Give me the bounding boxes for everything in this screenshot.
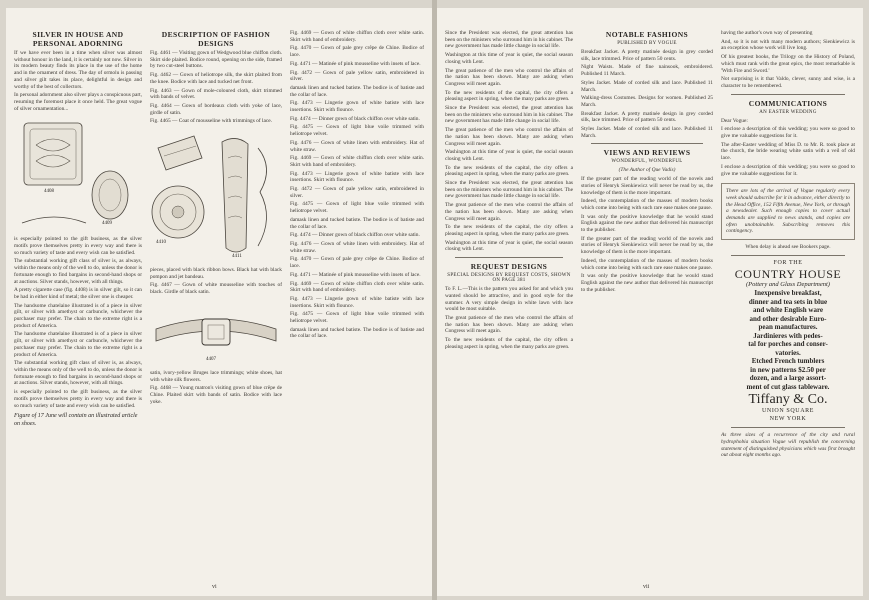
figure-4408-4409 <box>14 115 142 233</box>
ad-line-11: vatories. <box>775 348 801 357</box>
letter-para-2: The after-Easter wedding of Miss D. to Mr. R. took place at the church, the bride wearing white satin with a veil of old lace. <box>721 141 855 162</box>
subscription-footnote: When delay is ahead see Bookers page. <box>745 244 831 251</box>
subscription-notice <box>721 183 855 240</box>
rule-divider-4 <box>731 255 845 256</box>
fashion-cont-para-5: damask linen and tucked batiste. The bodice is of batiste and the collar of lace. <box>290 84 424 98</box>
figure-4410-4411 <box>150 128 282 264</box>
fashion-para-9: Fig. 4468 — Young matron's visiting gown of blue crêpe de Chine. Plaited skirt with bands of satin. Bodice with lace yoke. <box>150 385 282 405</box>
ad-line-9: Jardinieres with pedes- <box>753 331 823 340</box>
rule-divider <box>455 257 563 258</box>
letter-para-1: I enclose a description of this wedding; you were so good to give me valuable suggestions for it. <box>721 126 855 140</box>
right-page <box>437 8 863 596</box>
silver-para-6b: The handsome chatelaine illustrated is of a piece in silver gilt, or silver with amethyst or carbuncle, whichever the purchaser may prefer. The chain to the extreme right is a product of America. <box>14 331 142 358</box>
editorial-para-2: Washington at this time of year is quiet, the social season closing with Lent. <box>445 52 573 65</box>
left-page-number: vi <box>212 584 217 590</box>
review-para-6: It was only the positive knowledge that he would stand English against the new author that delivered his manuscript to the publisher. <box>581 273 713 293</box>
rule-divider-3 <box>731 94 845 95</box>
ad-line-5: dinner and tea sets in blue <box>748 297 828 306</box>
silver-para-1: If we have ever been in a time when silver was almost without honour in the land, it is certainly not now. Silver in its modern beauty finds its place in the use of the home and in the ornament of dress. The day of ormolu is passing and silver gilt takes its place, delightful in design and worthy of the best of collectors. <box>14 50 142 90</box>
fashion-cont-para-14: damask linen and tucked batiste. The bodice is of batiste and the collar of lace. <box>290 216 424 230</box>
silver-box-illustration <box>14 115 142 233</box>
review-cont-para-2: And, so it is not with many modern authors; Sienkiewicz is an exception whose work will live long. <box>721 38 855 52</box>
editorial-para-9: Since the President was elected, the great attention has been on the ministers who surround him in his cabinet. The new government has made little change in social life. <box>445 180 573 200</box>
review-para-2: Indeed, the contemplation of the masses of modern books which come into being with such rare ease makes one pause. <box>581 198 713 211</box>
fig-label-4409: 4409 <box>102 221 112 227</box>
fig-label-4408: 4408 <box>44 189 54 195</box>
fashion-cont-para-2: Fig. 4470 — Gown of pale grey crêpe de Chine. Bodice of lace. <box>290 45 424 59</box>
request-para-3: To the new residents of the capital, the city offers a pleasing aspect in spring, when the many parks are green. <box>445 337 573 350</box>
fashion-designs-heading: DESCRIPTION OF FASHION DESIGNS <box>161 30 271 48</box>
rule-divider-5 <box>731 427 845 428</box>
rule-divider-2 <box>591 143 703 144</box>
figure-4407 <box>150 299 282 367</box>
ad-address-2: NEW YORK <box>769 415 807 422</box>
silver-para-6: The handsome chatelaine illustrated is of a piece in silver gilt, or silver with amethyst or carbuncle, whichever the purchaser may prefer. The chain to the extreme right is a product of America. <box>14 302 142 329</box>
fashion-cont-para-9: Fig. 4476 — Gown of white linen with embroidery. Hat of white straw. <box>290 139 424 153</box>
ad-line-15: ment of cut glass tableware. <box>746 382 830 391</box>
republish-notice: As three sizes of a recurrence of the city and rural hydrophobia situation Vogue will republish the concerning statement of distinguished physicians which was first brought out about eight months ago. <box>721 432 855 459</box>
communications-heading: COMMUNICATIONS <box>748 98 828 108</box>
fashion-para-8: satin, ivory-yellow Bruges lace trimmings; white shoes, hat with white silk flowers. <box>150 369 282 383</box>
right-col-2 <box>581 30 713 293</box>
letter-salutation: Dear Vogue: <box>721 117 748 124</box>
editorial-para-6: The great patience of the men who control the affairs of the nation has been shown. Many are asking when Congress will meet again. <box>445 127 573 147</box>
notable-fashions-sub: PUBLISHED BY VOGUE <box>617 41 677 46</box>
fashion-para-4: Fig. 4464 — Gown of bordeaux cloth with yoke of lace, girdle of satin. <box>150 102 282 116</box>
tiffany-advertisement <box>721 260 855 424</box>
editorial-para-1: Since the President was elected, the great attention has been on the ministers who surround him in his cabinet. The new government has made little change in social life. <box>445 30 573 50</box>
fashion-cont-para-16: Fig. 4476 — Gown of white linen with embroidery. Hat of white straw. <box>290 240 424 254</box>
fashion-cont-para-13: Fig. 4475 — Gown of light blue voile trimmed with heliotrope velvet. <box>290 201 424 215</box>
fig-label-4410: 4410 <box>156 240 166 246</box>
fashion-cont-para-6: Fig. 4473 — Lingerie gown of white batiste with lace insertions. Skirt with flounce. <box>290 100 424 114</box>
editorial-para-12: Washington at this time of year is quiet, the social season closing with Lent. <box>445 239 573 253</box>
fashion-cont-para-15: Fig. 4474 — Dinner gown of black chiffon over white satin. <box>290 232 420 239</box>
fashion-cont-para-3: Fig. 4471 — Matinée of pink mousseline with insets of lace. <box>290 60 421 67</box>
fashion-para-3: Fig. 4463 — Gown of mole-coloured cloth, skirt trimmed with bands of velvet. <box>150 87 282 101</box>
fashion-cont-para-10: Fig. 4469 — Gown of white chiffon cloth over white satin. Skirt with band of embroidery. <box>290 155 424 168</box>
fashion-para-2: Fig. 4462 — Gown of heliotrope silk, the skirt plaited from the knee. Bodice with lace and tucked net front. <box>150 72 282 85</box>
fashion-cont-para-22: damask linen and tucked batiste. The bodice is of batiste and the collar of lace. <box>290 326 424 340</box>
fashion-para-5: Fig. 4465 — Coat of mousseline with trimmings of lace. <box>150 118 273 125</box>
right-page-number: vii <box>643 584 650 590</box>
ad-line-10: tal for porches and conser- <box>748 340 828 349</box>
silver-para-4: The substantial working gift class of silver is, as always, within the means only of the well to do, unless the donor is fortunate enough to find bargains in second-hand shops or at auctions. Silver stands, however, with all things. <box>14 258 142 285</box>
request-designs-subheading: SPECIAL DESIGNS BY REQUEST COSTS, SHOWN ON PAGE 381 <box>447 273 571 284</box>
editorial-para-3: The great patience of the men who control the affairs of the nation has been shown. Many are asking when Congress will meet again. <box>445 67 573 87</box>
notable-para-6: Styles Jacket. Made of corded silk and lace. Published 11 March. <box>581 126 713 139</box>
review-cont-para-3: Of his greatest books, the Trilogy on the History of Poland, which must rank with the great epics, the most remarkable is 'With Fire and Sword.' <box>721 54 855 74</box>
shoes-caption: Figure of 17 June will contain an illustrated article on shoes. <box>14 413 138 427</box>
notable-para-3: Styles Jacket. Made of corded silk and lace. Published 11 March. <box>581 79 713 93</box>
views-reviews-heading: VIEWS AND REVIEWS <box>603 148 691 158</box>
fashion-cont-para-12: Fig. 4472 — Gown of pale yellow satin, embroidered in silver. <box>290 186 424 199</box>
ad-address-1: UNION SQUARE <box>761 408 815 415</box>
notable-para-1: Breakfast Jacket. A pretty matinée design in grey corded silk, lace trimmed. Price of pattern 50 cents. <box>581 49 713 62</box>
request-para-1: To F. L.—This is the pattern you asked for and which you wanted should be attractive, and in good style for the summer. A very simple design in white lawn with lace would be most suitable. <box>445 286 573 313</box>
notable-para-4: Walking-dress Costumes. Designs for women. Published 25 March. <box>581 95 713 108</box>
editorial-para-7: Washington at this time of year is quiet, the social season closing with Lent. <box>445 149 573 162</box>
review-para-5: Indeed, the contemplation of the masses of modern books which come into being with such rare ease makes one pause. <box>581 257 713 271</box>
fashion-cont-para-4: Fig. 4472 — Gown of pale yellow satin, embroidered in silver. <box>290 69 424 83</box>
ad-line-2: COUNTRY HOUSE <box>734 267 842 282</box>
fashion-cont-para-11: Fig. 4473 — Lingerie gown of white batiste with lace insertions. Skirt with flounce. <box>290 170 424 184</box>
review-cont-para-4: Not surprising is it that Valdo, clever, sunny and wise, is a character to be remembered. <box>721 76 855 89</box>
review-para-4: If the greater part of the reading world of the novels and stories of Henryk Sienkiewicz will never be read by us, the knowledge of them is the more important. <box>581 235 713 256</box>
fashion-cont-para-21: Fig. 4475 — Gown of light blue voile trimmed with heliotrope velvet. <box>290 311 424 325</box>
review-para-3: It was only the positive knowledge that he would stand English against the new author that delivered his manuscript to the publisher. <box>581 213 713 234</box>
fashion-cont-para-1: Fig. 4469 — Gown of white chiffon cloth over white satin. Skirt with band of embroidery. <box>290 30 424 43</box>
request-designs-heading: REQUEST DESIGNS <box>470 262 548 272</box>
subscription-notice-text: There are lots of the arrival of Vogue regularly every week should subscribe for it in advance, either directly to the Head Office, 152 Fifth Avenue, New York, or through a newsdealer. Such enough copies to cover actual demands are supplied to news stands, and copies are often unobtainable. Subscribing removes this contingency. <box>726 188 850 235</box>
editorial-para-8: To the new residents of the capital, the city offers a pleasing aspect in spring, when the many parks are green. <box>445 164 573 178</box>
silver-para-3: is especially pointed to the gift business, as the silver motifs prove themselves pretty in every way and there is so much variety of taste and every wish can be satisfied. <box>14 236 142 256</box>
ad-line-14: dozen, and a large assort- <box>749 374 827 383</box>
right-col-3 <box>721 30 855 590</box>
letter-para-3: I enclose a description of this wedding; you were so good to give me valuable suggestions for it. <box>721 163 855 177</box>
request-para-2: The great patience of the men who control the affairs of the nation has been shown. Many are asking when Congress will meet again. <box>445 314 573 335</box>
silver-para-5: A pretty cigarette case (fig. 4408) is in silver gilt, so it can be had in either kind of metal; the silver one is cheaper. <box>14 287 142 300</box>
ad-brand-name: Tiffany & Co. <box>748 392 828 408</box>
silver-para-6c: The substantial working gift class of silver is, as always, within the means only of the well to do, unless the donor is fortunate enough to find bargains in second-hand shops or at auctions. Silver stands, however, with all things. <box>14 360 142 387</box>
editorial-para-4: To the new residents of the capital, the city offers a pleasing aspect in spring, when the many parks are green. <box>445 89 573 103</box>
ad-line-7: and other desirable Euro- <box>749 314 827 323</box>
fig-label-4411: 4411 <box>232 254 242 260</box>
fashion-cont-para-7: Fig. 4474 — Dinner gown of black chiffon over white satin. <box>290 115 420 122</box>
fashion-para-7: Fig. 4467 — Gown of white mousseline with touches of black. Girdle of black satin. <box>150 282 282 296</box>
editorial-para-11: To the new residents of the capital, the city offers a pleasing aspect in spring, when the many parks are green. <box>445 224 573 237</box>
left-page <box>6 8 432 596</box>
ad-line-1: FOR THE <box>773 259 803 266</box>
fashion-cont-para-20: Fig. 4473 — Lingerie gown of white batiste with lace insertions. Skirt with flounce. <box>290 295 424 309</box>
ad-line-6: and white English ware <box>752 306 824 315</box>
fig-label-4407: 4407 <box>206 356 216 362</box>
editorial-para-5: Since the President was elected, the great attention has been on the ministers who surround him in his cabinet. The new government has made little change in social life. <box>445 105 573 125</box>
ad-line-12: Etched French tumblers <box>751 357 825 366</box>
left-col-3 <box>290 30 424 340</box>
notable-para-5: Breakfast Jacket. A pretty matinée design in grey corded silk, lace trimmed. Price of pattern 50 cents. <box>581 110 713 124</box>
fashion-cont-para-18: Fig. 4471 — Matinée of pink mousseline with insets of lace. <box>290 271 421 278</box>
ad-line-13: in new patterns $2.50 per <box>750 365 826 374</box>
silver-para-6d: is especially pointed to the gift business, as the silver motifs prove themselves pretty in every way and there is so much variety of taste and every wish can be satisfied. <box>14 389 142 409</box>
fashion-cont-para-17: Fig. 4470 — Gown of pale grey crêpe de Chine. Bodice of lace. <box>290 256 424 270</box>
fashion-para-6: pieces, placed with black ribbon bows. Black hat with black pompon and jet bandeau. <box>150 267 282 280</box>
communications-sub: AN EASTER WEDDING <box>759 109 817 115</box>
ad-line-3: (Pottery and Glass Department) <box>746 281 830 289</box>
fashion-cont-para-8: Fig. 4475 — Gown of light blue voile trimmed with heliotrope velvet. <box>290 124 424 138</box>
notable-para-2: Night Waists. Made of fine nainsook, embroidered. Published 11 March. <box>581 64 713 78</box>
ad-line-4: Inexpensive breakfast, <box>754 289 822 298</box>
review-cont-para-1: having the author's own way of presenting <box>721 30 813 36</box>
fashion-cont-para-19: Fig. 4469 — Gown of white chiffon cloth over white satin. Skirt with band of embroidery. <box>290 280 424 294</box>
fashion-para-1: Fig. 4461 — Visiting gown of Wedgwood blue chiffon cloth. Skirt side plaited. Bodice round, opening on the side, framed by two cut-steel buttons. <box>150 50 282 70</box>
silver-para-2: In personal adornment also silver plays a conspicuous part, resuming the foremost place it once held. The great vogue of silver ornamentation... <box>14 92 142 112</box>
views-reviews-sub: WONDERFUL, WONDERFUL <box>611 159 683 165</box>
review-para-1: If the greater part of the reading world of the novels and stories of Henryk Sienkiewicz will never be read by us, the knowledge of them is the more important. <box>581 176 713 196</box>
left-col-2 <box>150 30 282 405</box>
ad-line-8: pean manufactures. <box>758 323 818 332</box>
right-col-1 <box>445 30 573 350</box>
left-col-1 <box>14 30 142 428</box>
silver-heading: SILVER IN HOUSE AND PERSONAL ADORNING <box>32 30 124 48</box>
notable-fashions-heading: NOTABLE FASHIONS <box>605 30 689 39</box>
author-line: (The Author of Que Vadis) <box>618 167 676 174</box>
editorial-para-10: The great patience of the men who control the affairs of the nation has been shown. Many are asking when Congress will meet again. <box>445 202 573 222</box>
silver-ornaments-illustration <box>150 128 282 264</box>
belt-buckle-illustration <box>150 299 282 367</box>
